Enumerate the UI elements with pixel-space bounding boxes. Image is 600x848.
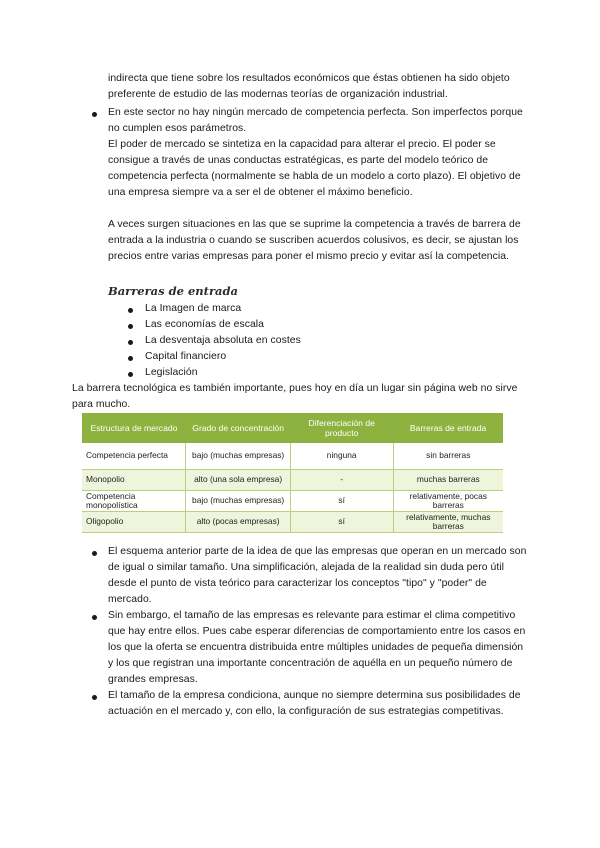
barriers-heading: Barreras de entrada xyxy=(108,284,238,298)
table-cell: alto (una sola empresa) xyxy=(186,470,290,491)
paragraph-line: consigue a través de unas conductas estratégicas, es parte del modelo teórico de xyxy=(108,155,489,166)
paragraph-line: precios entre varias empresas para poner el mismo precio y evitar así la competencia. xyxy=(108,251,510,262)
bullet-dot xyxy=(128,372,133,377)
barrier-item: Capital financiero xyxy=(145,351,227,362)
table-cell: Monopolio xyxy=(82,470,186,491)
bullet-line: desde el punto de vista teórico para caracterizar los conceptos "tipo" y "poder" de xyxy=(108,578,487,589)
market-structure-table xyxy=(82,413,503,533)
barrier-item: Legislación xyxy=(145,367,198,378)
bullet-line: que hay entre ellos. Pues cabe esperar diferencias de comportamiento entre los casos en xyxy=(108,626,526,637)
bullet-line: no cumplen esos parámetros. xyxy=(108,123,247,134)
bullet-line: los que la oferta se encuentra distribuida entre múltiples unidades de pequeña dimensión xyxy=(108,642,524,653)
bullet-line: grandes empresas. xyxy=(108,674,198,685)
barrier-item: La Imagen de marca xyxy=(145,303,242,314)
table-cell: sí xyxy=(290,512,393,533)
table-cell: bajo (muchas empresas) xyxy=(186,491,290,512)
intro-line: preferente de estudio de las modernas teorías de organización industrial. xyxy=(108,89,448,100)
barrier-item: Las economías de escala xyxy=(145,319,264,330)
table-cell: relativamente, pocas barreras xyxy=(393,491,503,512)
paragraph-line: para mucho. xyxy=(72,399,131,410)
table-cell: muchas barreras xyxy=(393,470,503,491)
bullet-line: de igual o similar tamaño. Una simplificación, alejada de la realidad sin duda pero útil xyxy=(108,562,505,573)
table-header: Barreras de entrada xyxy=(393,413,503,443)
table-cell: Competencia monopolística xyxy=(82,491,186,512)
table-cell: Oligopolio xyxy=(82,512,186,533)
bullet-dot xyxy=(92,615,97,620)
table-row xyxy=(82,443,503,470)
table-header: Diferenciación de producto xyxy=(290,413,393,443)
paragraph-line: A veces surgen situaciones en las que se suprime la competencia a través de barrera de xyxy=(108,219,521,230)
table-cell: sí xyxy=(290,491,393,512)
paragraph-line: La barrera tecnológica es también importante, pues hoy en día un lugar sin página web no sirve xyxy=(72,383,518,394)
table-row xyxy=(82,491,503,512)
bullet-dot xyxy=(92,112,97,117)
table-header: Estructura de mercado xyxy=(82,413,186,443)
table-cell: alto (pocas empresas) xyxy=(186,512,290,533)
bullet-dot xyxy=(128,340,133,345)
table-row xyxy=(82,512,503,533)
table-row xyxy=(82,470,503,491)
table-header-row xyxy=(82,413,503,443)
bullet-line: El esquema anterior parte de la idea de que las empresas que operan en un mercado son xyxy=(108,546,527,557)
intro-line: indirecta que tiene sobre los resultados económicos que éstas obtienen ha sido objeto xyxy=(108,73,510,84)
bullet-dot xyxy=(128,308,133,313)
table-cell: ninguna xyxy=(290,443,393,470)
table-cell: bajo (muchas empresas) xyxy=(186,443,290,470)
paragraph-line: El poder de mercado se sintetiza en la capacidad para alterar el precio. El poder se xyxy=(108,139,496,150)
table-cell: - xyxy=(290,470,393,491)
bullet-dot xyxy=(92,695,97,700)
bullet-dot xyxy=(128,356,133,361)
table-cell: Competencia perfecta xyxy=(82,443,186,470)
barrier-item: La desventaja absoluta en costes xyxy=(145,335,301,346)
bullet-line: actuación en el mercado y, con ello, la configuración de sus estrategias competitivas. xyxy=(108,706,504,717)
bullet-line: y los que registran una importante concentración de aquélla en un pequeño número de xyxy=(108,658,513,669)
bullet-dot xyxy=(128,324,133,329)
paragraph-line: entrada a la industria o cuando se suscriben acuerdos colusivos, es decir, se ajustan los xyxy=(108,235,519,246)
bullet-line: El tamaño de la empresa condiciona, aunque no siempre determina sus posibilidades de xyxy=(108,690,521,701)
table-cell: sin barreras xyxy=(393,443,503,470)
table-header: Grado de concentración xyxy=(186,413,290,443)
table-cell: relativamente, muchas barreras xyxy=(393,512,503,533)
bullet-line: Sin embargo, el tamaño de las empresas es relevante para estimar el clima competitivo xyxy=(108,610,516,621)
bullet-line: mercado. xyxy=(108,594,152,605)
paragraph-line: una empresa siempre va a ser el de obtener el máximo beneficio. xyxy=(108,187,413,198)
bullet-dot xyxy=(92,551,97,556)
bullet-line: En este sector no hay ningún mercado de competencia perfecta. Son imperfectos porque xyxy=(108,107,523,118)
paragraph-line: competencia perfecta (normalmente se habla de un modelo a corto plazo). El objetivo de xyxy=(108,171,521,182)
